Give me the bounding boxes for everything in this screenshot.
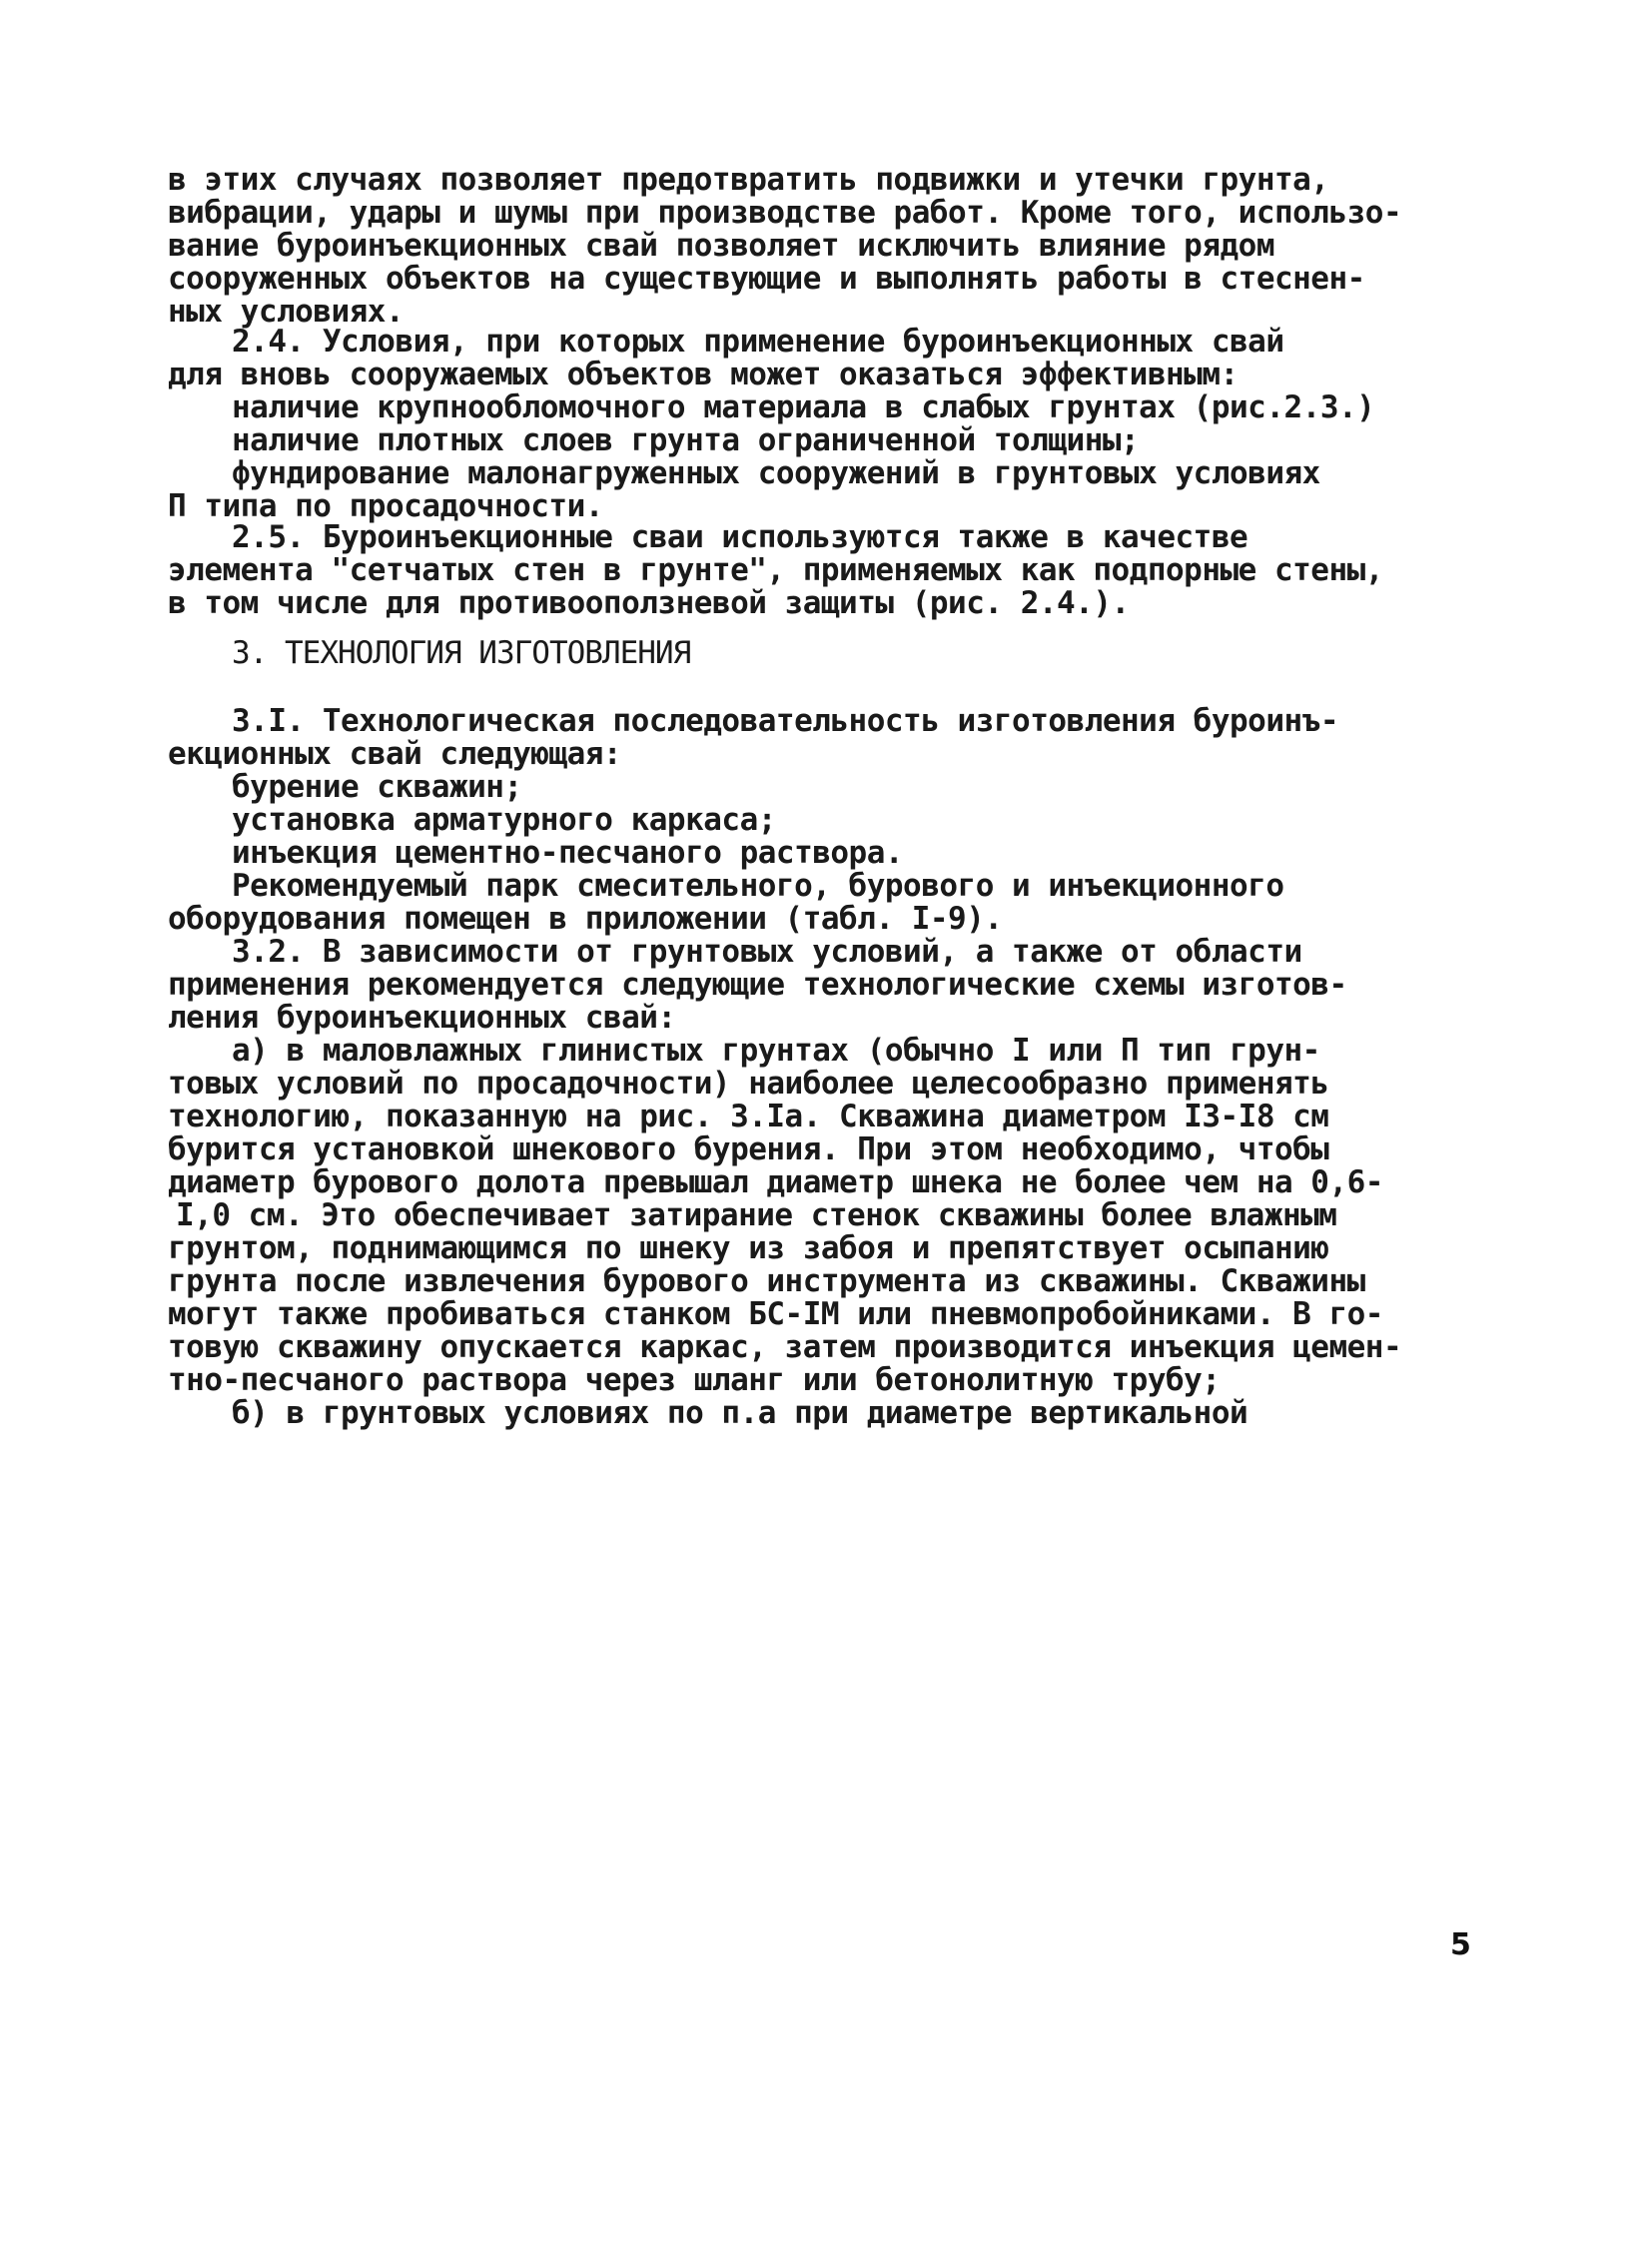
list-item: наличие плотных слоев грунта ограниченной толщины; xyxy=(232,422,1140,458)
list-item: инъекция цементно-песчаного раствора. xyxy=(232,835,904,871)
text-line: товых условий по просадочности) наиболее целесообразно применять xyxy=(168,1066,1329,1102)
section-heading: 3. ТЕХНОЛОГИЯ ИЗГОТОВЛЕНИЯ xyxy=(232,635,691,671)
paragraph-2-4-line: 2.4. Условия, при которых применение буроинъекционных свай xyxy=(232,324,1284,360)
text-line: применения рекомендуется следующие технологические схемы изготов- xyxy=(168,967,1347,1003)
text-line: могут также пробиваться станком БС-IМ или пневмопробойниками. В го- xyxy=(168,1296,1383,1332)
page-number: 5 xyxy=(1450,1927,1471,1962)
text-line: вибрации, удары и шумы при производстве работ. Кроме того, использо- xyxy=(168,195,1402,231)
text-line: ления буроинъекционных свай: xyxy=(168,1000,676,1036)
text-line: в том числе для противооползневой защиты (рис. 2.4.). xyxy=(168,585,1130,621)
paragraph-2-5-line: 2.5. Буроинъекционные сваи используются также в качестве xyxy=(232,519,1248,555)
list-item: бурение скважин; xyxy=(232,769,522,805)
text-line: грунтом, поднимающимся по шнеку из забоя и препятствует осыпанию xyxy=(168,1230,1329,1266)
list-item: установка арматурного каркаса; xyxy=(232,802,776,838)
text-line: екционных свай следующая: xyxy=(168,736,622,772)
text-line: грунта после извлечения бурового инструмента из скважины. Скважины xyxy=(168,1263,1365,1299)
text-line: бурится установкой шнекового бурения. При этом необходимо, чтобы xyxy=(168,1131,1329,1167)
paragraph-3-1-line: 3.I. Технологическая последовательность изготовления буроинъ- xyxy=(232,703,1338,739)
text-line: ных условиях. xyxy=(168,294,405,330)
text-line: в этих случаях позволяет предотвратить подвижки и утечки грунта, xyxy=(168,162,1329,198)
text-line: сооруженных объектов на существующие и выполнять работы в стеснен- xyxy=(168,261,1365,297)
text-line: технологию, показанную на рис. 3.Iа. Скважина диаметром I3-I8 см xyxy=(168,1099,1329,1134)
list-item-a: а) в маловлажных глинистых грунтах (обычно I или П тип грун- xyxy=(232,1033,1320,1069)
text-line: П типа по просадочности. xyxy=(168,488,603,524)
list-item: наличие крупнообломочного материала в слабых грунтах (рис.2.3.) xyxy=(232,389,1375,425)
text-line: товую скважину опускается каркас, затем производится инъекция цемен- xyxy=(168,1329,1402,1365)
paragraph-3-2-line: 3.2. В зависимости от грунтовых условий, а также от области xyxy=(232,934,1302,970)
list-item: фундирование малонагруженных сооружений в грунтовых условиях xyxy=(232,455,1320,491)
text-line: оборудования помещен в приложении (табл. I-9). xyxy=(168,901,1003,937)
text-line: диаметр бурового долота превышал диаметр шнека не более чем на 0,6- xyxy=(168,1164,1383,1200)
text-line: вание буроинъекционных свай позволяет исключить влияние рядом xyxy=(168,228,1274,264)
text-line: Рекомендуемый парк смесительного, бурового и инъекционного xyxy=(232,868,1284,904)
text-line: тно-песчаного раствора через шланг или бетонолитную трубу; xyxy=(168,1362,1221,1398)
text-line: элемента "сетчатых стен в грунте", применяемых как подпорные стены, xyxy=(168,552,1383,588)
list-item-b: б) в грунтовых условиях по п.а при диаметре вертикальной xyxy=(232,1395,1248,1431)
text-line: I,0 см. Это обеспечивает затирание стенок скважины более влажным xyxy=(176,1197,1337,1233)
text-line: для вновь сооружаемых объектов может оказаться эффективным: xyxy=(168,357,1239,392)
